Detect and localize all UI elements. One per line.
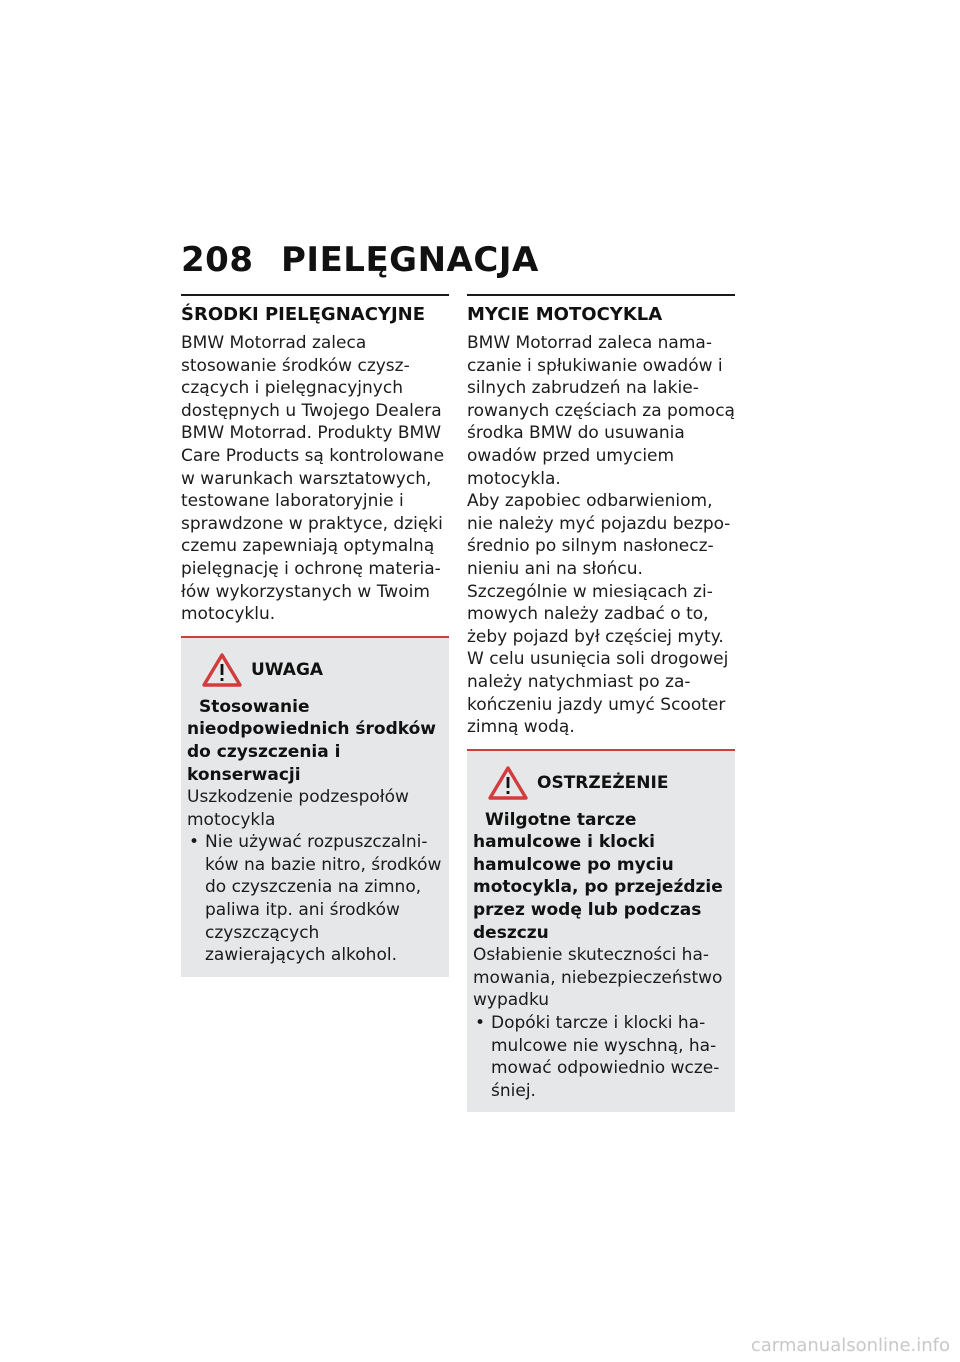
care-products-text [181,332,449,626]
list-item: • Dopóki tarcze i klocki hamulcowe nie wyschną, hamować odpowiednio wcześniej. [475,1013,720,1101]
paragraph: BMW Motorrad zaleca stosowanie środków czyszczących i pielęgnacyjnych dostępnych u Twojego Dealera BMW Motorrad. Produkty BMW Care Products są kontrolowane w warunkach warsztatowych, testowane laboratoryjnie i sprawdzone w praktyce, dzięki czemu zapewniają optymalną pielęgnację i ochronę materiałów wykorzystanych w Twoim motocyklu. [181,333,445,625]
section-title-washing: MYCIE MOTOCYKLA [467,304,663,325]
notice-lead: Stosowanie nieodpowiednich środków do czyszczenia i konserwacji [187,696,436,785]
section-rule [181,294,449,296]
paragraph: BMW Motorrad zaleca namaczanie i spłukiwanie owadów i silnych zabrudzeń na lakierowanych częściach za pomocą środka BMW do usuwania owadów przed umyciem motocykla. [467,333,735,489]
notice-list [187,831,443,967]
list-item: • Nie używać rozpuszczalników na bazie nitro, środków do czyszczenia na zimno, paliwa itp. ani środków czyszczących zawierających alkohol. [189,832,442,966]
notice-header [473,765,729,801]
right-column [467,294,735,1112]
notice-list [473,1012,729,1102]
washing-text [467,332,735,739]
notice-box-warning [467,749,735,1113]
warning-triangle-icon [201,652,243,688]
page-number: 208 [181,240,254,280]
page-header [181,240,539,280]
notice-lead: Wilgotne tarcze hamulcowe i klocki hamulcowe po myciu motocykla, po przejeździe przez wodę lub podczas deszczu [473,809,723,943]
left-column [181,294,449,977]
paragraph: Aby zapobiec odbarwieniom, nie należy myć pojazdu bezpośrednio po silnym nasłonecznieniu ani na słońcu. [467,491,731,579]
notice-label: OSTRZEŻENIE [537,772,669,793]
watermark-url: carmanualsonline.info [750,1335,950,1356]
section-rule [467,294,735,296]
notice-header [187,652,443,688]
bullet-icon: • [475,1013,486,1034]
notice-consequence: Osłabienie skuteczności hamowania, niebezpieczeństwo wypadku [473,945,723,1011]
paragraph: Szczególnie w miesiącach zimowych należy zadbać o to, żeby pojazd był częściej myty. W celu usunięcia soli drogowej należy natychmiast po zakończeniu jazdy umyć Scooter zimną wodą. [467,581,729,738]
bullet-icon: • [189,832,200,853]
notice-consequence: Uszkodzenie podzespołów motocykla [187,787,409,830]
section-title-care-products: ŚRODKI PIELĘGNACYJNE [181,304,426,325]
notice-label: UWAGA [251,659,324,680]
page-title: PIELĘGNACJA [281,240,539,280]
warning-triangle-icon [487,765,529,801]
notice-box-caution [181,636,449,977]
